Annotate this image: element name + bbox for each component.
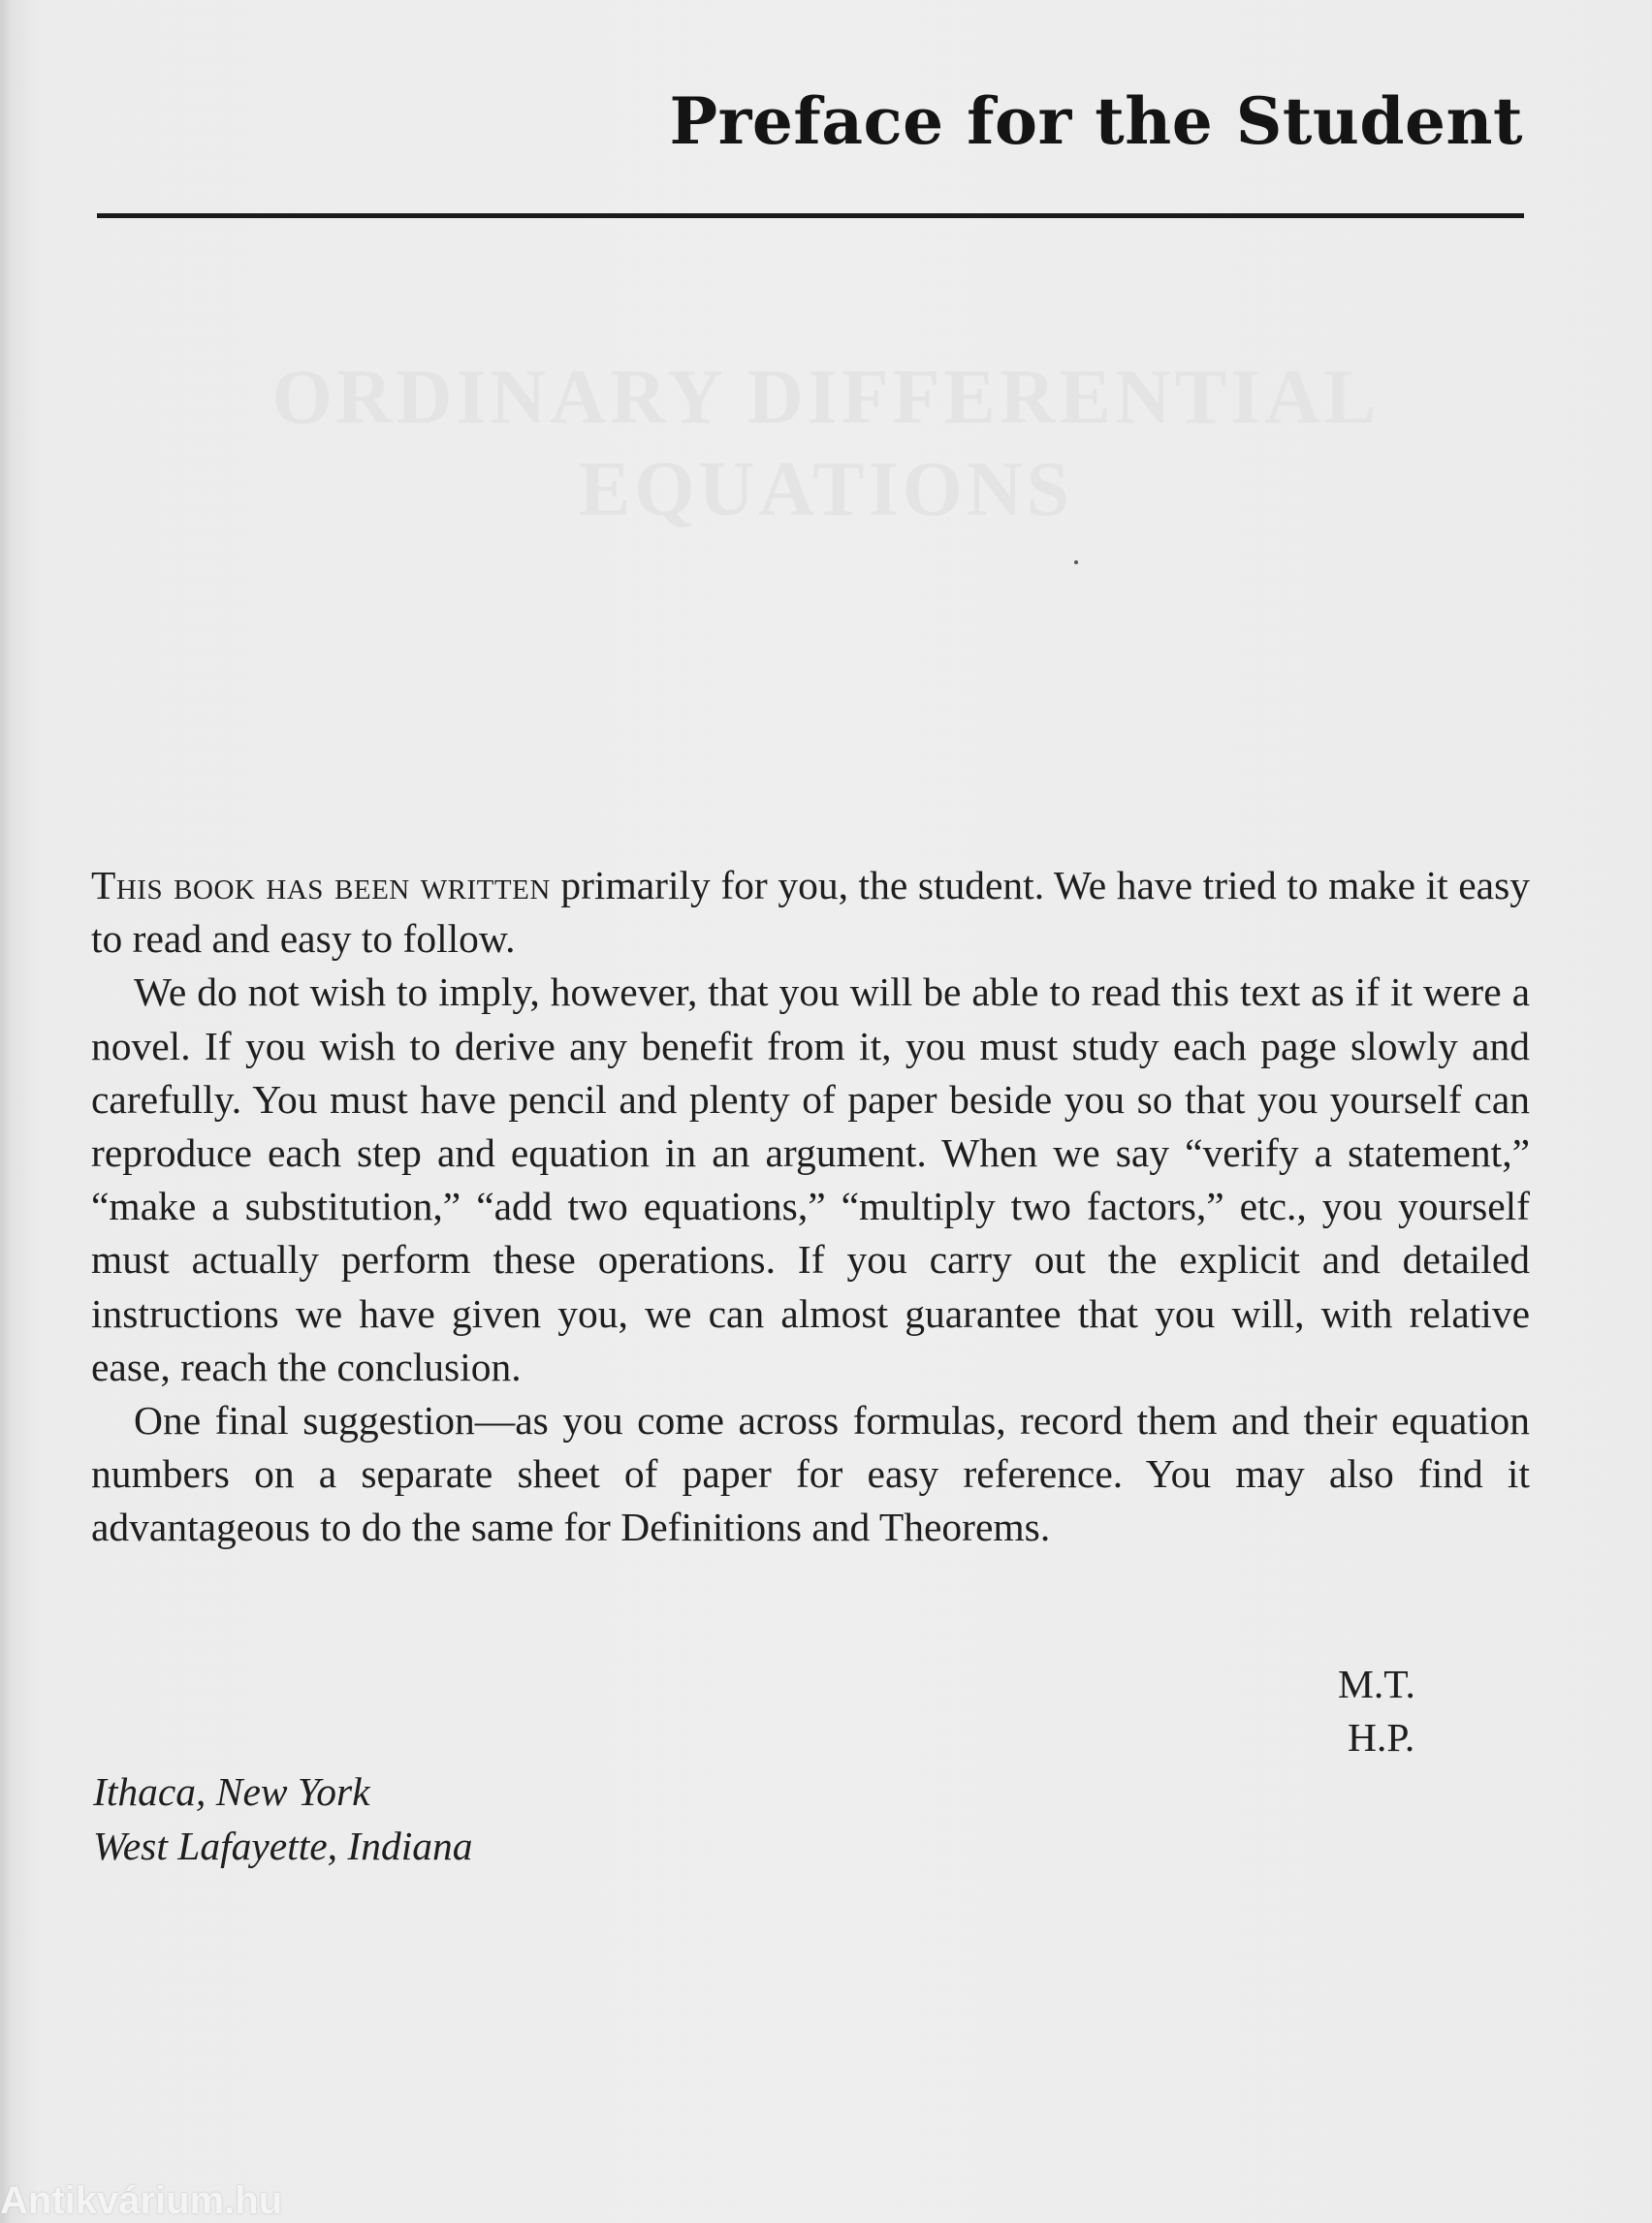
location-2: West Lafayette, Indiana [93, 1824, 473, 1868]
paragraph-3: One final suggestion—as you come across formulas, record them and their equation numbers on a separate sheet of paper for easy reference. You may also find it advantageous to do the same for Definitions and Theorems. [91, 1398, 1530, 1550]
paragraph-lead-small-caps: This book has been written [91, 863, 551, 907]
author-initials [1338, 1658, 1415, 1764]
paragraph-2: We do not wish to imply, however, that you will be able to read this text as if it were a novel. If you wish to derive any benefit from it, you must study each page slowly and carefully. You must have pencil and plenty of paper beside you so that you yourself can reproduce each step and equation in an argument. When we say “verify a statement,” “make a substitution,” “add two equations,” “multiply two factors,” etc., you yourself must actually perform these operations. If you carry out the explicit and detailed instructions we have given you, we can almost guarantee that you will, with relative ease, reach the conclusion. [91, 969, 1530, 1389]
author-initials-2: H.P. [1348, 1715, 1415, 1760]
show-through-text-line2: EQUATIONS [578, 447, 1074, 532]
watermark: Antikvárium.hu [0, 2179, 283, 2222]
preface-body [91, 859, 1530, 1555]
paragraph-1 [91, 859, 1530, 966]
title-rule [97, 213, 1524, 218]
paper-speck [1074, 560, 1078, 564]
page-title: Preface for the Student [669, 83, 1523, 159]
location-1: Ithaca, New York [93, 1769, 370, 1814]
show-through-text-line1: ORDINARY DIFFERENTIAL [271, 355, 1381, 440]
author-locations [93, 1764, 473, 1873]
author-initials-1: M.T. [1338, 1662, 1415, 1706]
paragraph-1-text: primarily for you, the student. We have tried to make it easy to read and easy to follow. [91, 863, 1530, 962]
